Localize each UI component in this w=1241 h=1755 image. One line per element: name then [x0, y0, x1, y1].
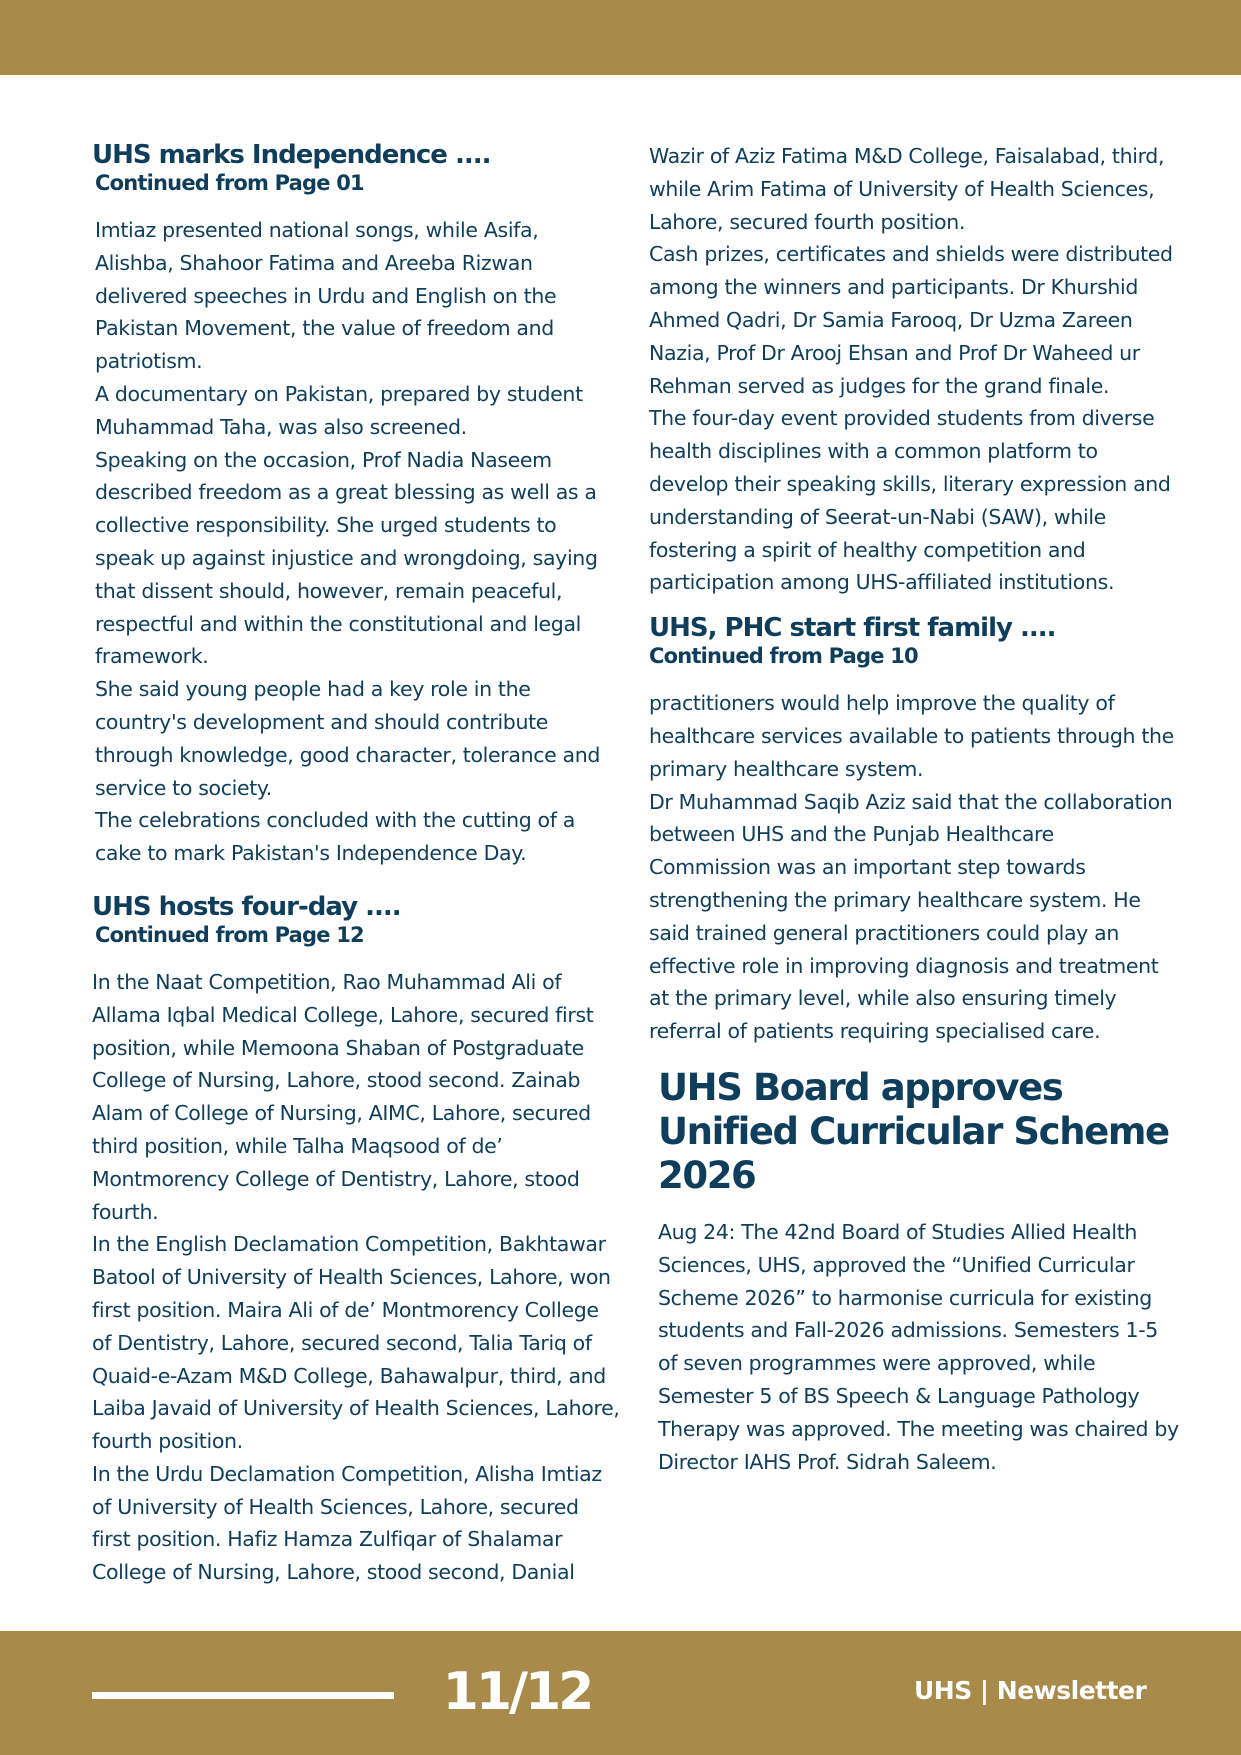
paragraph: In the Urdu Declamation Competition, Alisha Imtiaz of University of Health Sciences, Lahore, secured first position. Hafiz Hamza Zulfiqar of Shalamar College of Nursing, Lahore, stood second, Danial: [92, 1461, 602, 1585]
footer-bar: [0, 1631, 1241, 1755]
page-number: 11/12: [442, 1662, 592, 1722]
continued-label: Continued from Page 01: [95, 171, 364, 195]
article-headline: UHS marks Independence ....: [92, 140, 491, 170]
article-headline: UHS hosts four-day ....: [92, 891, 401, 922]
article-four-day-continuation: [649, 140, 1179, 599]
paragraph: Imtiaz presented national songs, while Asifa, Alishba, Shahoor Fatima and Areeba Rizwan delivered speeches in Urdu and English on the Pakistan Movement, the value of freedom and patriotism.: [95, 218, 557, 374]
paragraph: She said young people had a key role in the country's development and should contribute through knowledge, good character, tolerance and service to society.: [95, 677, 601, 800]
paragraph: Dr Muhammad Saqib Aziz said that the collaboration between UHS and the Punjab Healthcare Commission was an important step towards strengthening the primary healthcare system. He said trained general practitioners could play an effective role in improving diagnosis and treatment at the primary level, while also ensuring timely referral of patients requiring specialised care.: [649, 789, 1173, 1044]
continued-label: Continued from Page 10: [649, 644, 918, 669]
article-headline: UHS, PHC start first family ....: [649, 613, 1056, 644]
right-column: [649, 140, 1179, 1478]
article-independence: [92, 140, 620, 870]
paragraph: practitioners would help improve the quality of healthcare services available to patients through the primary healthcare system.: [649, 691, 1174, 781]
paragraph: Cash prizes, certificates and shields were distributed among the winners and participants. Dr Khurshid Ahmed Qadri, Dr Samia Farooq, Dr Uzma Zareen Nazia, Prof Dr Arooj Ehsan and Prof Dr Waheed ur Rehman served as judges for the grand finale.: [649, 242, 1173, 398]
article-phc: [649, 613, 1179, 1048]
paragraph: In the Naat Competition, Rao Muhammad Ali of Allama Iqbal Medical College, Lahore, secured first position, while Memoona Shaban of Postgraduate College of Nursing, Lahore, stood second. Zainab Alam of College of Nursing, AIMC, Lahore, secured third position, while Talha Maqsood of de’ Montmorency College of Dentistry, Lahore, stood fourth.: [92, 969, 594, 1224]
left-column: [92, 140, 620, 1589]
paragraph: A documentary on Pakistan, prepared by student Muhammad Taha, was also screened.: [95, 381, 583, 439]
paragraph: In the English Declamation Competition, Bakhtawar Batool of University of Health Sciences, Lahore, won first position. Maira Ali of de’ Montmorency College of Dentistry, Lahore, secured second, Talia Tariq of Quaid-e-Azam M&D College, Bahawalpur, third, and Laiba Javaid of University of Health Sciences, Lahore, fourth position.: [92, 1232, 620, 1454]
continued-label: Continued from Page 12: [95, 922, 364, 947]
newsletter-brand: UHS | Newsletter: [914, 1676, 1147, 1705]
paragraph: The celebrations concluded with the cutting of a cake to mark Pakistan's Independence Day.: [95, 808, 575, 866]
paragraph: Speaking on the occasion, Prof Nadia Naseem described freedom as a great blessing as well as a collective responsibility. She urged students to speak up against injustice and wrongdoing, saying that dissent should, however, remain peaceful, respectful and within the constitutional and legal framework.: [95, 447, 598, 669]
header-bar: [0, 0, 1241, 75]
paragraph: Wazir of Aziz Fatima M&D College, Faisalabad, third, while Arim Fatima of University of Health Sciences, Lahore, secured fourth position.: [649, 144, 1165, 234]
article-four-day: [92, 892, 620, 1589]
article-headline: UHS Board approves Unified Curricular Scheme 2026: [658, 1065, 1169, 1197]
paragraph: The four-day event provided students from diverse health disciplines with a common platform to develop their speaking skills, literary expression and understanding of Seerat-un-Nabi (SAW), while fostering a spirit of healthy competition and participation among UHS-affiliated institutions.: [649, 406, 1171, 595]
footer-rule: [92, 1692, 394, 1699]
paragraph: Aug 24: The 42nd Board of Studies Allied Health Sciences, UHS, approved the “Unified Curricular Scheme 2026” to harmonise curricula for existing students and Fall-2026 admissions. Semesters 1-5 of seven programmes were approved, while Semester 5 of BS Speech & Language Pathology Therapy was approved. The meeting was chaired by Director IAHS Prof. Sidrah Saleem.: [658, 1219, 1179, 1474]
article-board: [649, 1066, 1179, 1478]
